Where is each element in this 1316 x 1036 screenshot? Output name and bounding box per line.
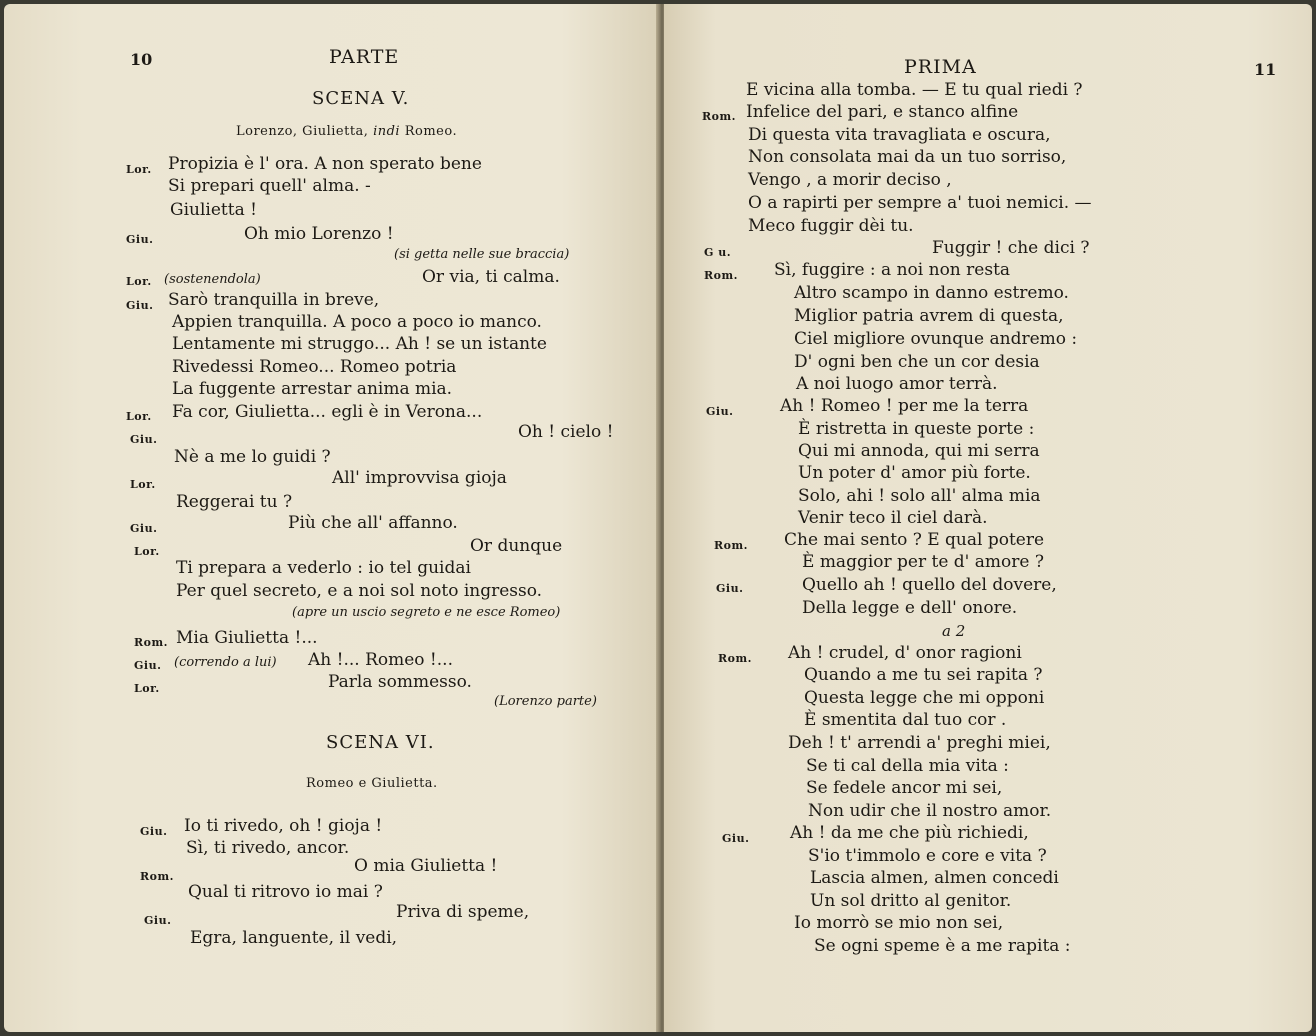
speaker-lorenzo: Lor. xyxy=(126,410,152,423)
verse-line: Or dunque xyxy=(470,536,563,556)
verse-line: Della legge e dell' onore. xyxy=(802,598,1018,618)
verse-line: Io ti rivedo, oh ! gioja ! xyxy=(184,816,383,836)
verse-line: Ah ! da me che più richiedi, xyxy=(790,823,1029,843)
verse-line: Nè a me lo guidi ? xyxy=(174,447,331,467)
verse-line: Fuggir ! che dici ? xyxy=(932,238,1090,258)
verse-line: E vicina alla tomba. — E tu qual riedi ? xyxy=(746,80,1083,100)
speaker-giulietta: Giu. xyxy=(134,659,162,672)
verse-line: Se fedele ancor mi sei, xyxy=(806,778,1003,798)
verse-line: Più che all' affanno. xyxy=(288,513,458,533)
verse-line: Deh ! t' arrendi a' preghi miei, xyxy=(788,733,1051,753)
speaker-giulietta: Giu. xyxy=(130,522,158,535)
running-head-right: PRIMA xyxy=(904,56,977,78)
verse-line: Reggerai tu ? xyxy=(176,492,293,512)
verse-line: Giulietta ! xyxy=(170,200,257,220)
verse-line: Lascia almen, almen concedi xyxy=(810,868,1059,888)
verse-line: Oh ! cielo ! xyxy=(518,422,614,442)
verse-line: All' improvvisa gioja xyxy=(332,468,507,488)
speaker-romeo: Rom. xyxy=(134,636,168,649)
a-due-marker: a 2 xyxy=(942,622,966,640)
verse-line: Priva di speme, xyxy=(396,902,530,922)
speaker-romeo: Rom. xyxy=(714,539,748,552)
stage-direction: (Lorenzo parte) xyxy=(494,694,597,709)
verse-line: Questa legge che mi opponi xyxy=(804,688,1045,708)
verse-line: Ti prepara a vederlo : io tel guidai xyxy=(176,558,471,578)
verse-line: Non consolata mai da un tuo sorriso, xyxy=(748,147,1067,167)
verse-line: O mia Giulietta ! xyxy=(354,856,498,876)
scene-6-cast: Romeo e Giulietta. xyxy=(306,776,438,791)
verse-line: Ah ! Romeo ! per me la terra xyxy=(780,396,1029,416)
verse-line: Mia Giulietta !... xyxy=(176,628,318,648)
verse-line: Di questa vita travagliata e oscura, xyxy=(748,125,1051,145)
speaker-giulietta: Giu. xyxy=(144,914,172,927)
speaker-romeo: Rom. xyxy=(704,269,738,282)
verse-line: Ciel migliore ovunque andremo : xyxy=(794,329,1078,349)
verse-line: Se ti cal della mia vita : xyxy=(806,756,1009,776)
verse-line: Ah !... Romeo !... xyxy=(308,650,453,670)
speaker-giulietta: Giu. xyxy=(126,233,154,246)
verse-line: O a rapirti per sempre a' tuoi nemici. — xyxy=(748,193,1092,213)
verse-line: Qui mi annoda, qui mi serra xyxy=(798,441,1040,461)
verse-line: Parla sommesso. xyxy=(328,672,472,692)
verse-line: Venir teco il ciel darà. xyxy=(798,508,988,528)
speaker-giulietta: Giu. xyxy=(706,405,734,418)
speaker-lorenzo: Lor. xyxy=(126,163,152,176)
verse-line: Sì, ti rivedo, ancor. xyxy=(186,838,350,858)
speaker-giulietta: Giu. xyxy=(140,825,168,838)
speaker-giulietta: G u. xyxy=(704,246,732,259)
verse-line: Se ogni speme è a me rapita : xyxy=(814,936,1071,956)
verse-line: È ristretta in queste porte : xyxy=(798,419,1035,439)
verse-line: Miglior patria avrem di questa, xyxy=(794,306,1064,326)
verse-line: Si prepari quell' alma. - xyxy=(168,176,371,196)
verse-line: La fuggente arrestar anima mia. xyxy=(172,379,453,399)
speaker-giulietta: Giu. xyxy=(130,433,158,446)
verse-line: Ah ! crudel, d' onor ragioni xyxy=(788,643,1022,663)
stage-direction: (apre un uscio segreto e ne esce Romeo) xyxy=(292,605,561,620)
running-head-left: PARTE xyxy=(329,46,400,68)
verse-line: D' ogni ben che un cor desia xyxy=(794,352,1040,372)
speaker-lorenzo: Lor. xyxy=(134,682,160,695)
speaker-lorenzo: Lor. xyxy=(130,478,156,491)
verse-line: Appien tranquilla. A poco a poco io manco. xyxy=(172,312,542,332)
verse-line: Oh mio Lorenzo ! xyxy=(244,224,394,244)
scene-5-title: SCENA V. xyxy=(312,88,410,109)
verse-line: Un poter d' amor più forte. xyxy=(798,463,1031,483)
verse-line: Solo, ahi ! solo all' alma mia xyxy=(798,486,1041,506)
verse-line: Non udir che il nostro amor. xyxy=(808,801,1052,821)
verse-line: Altro scampo in danno estremo. xyxy=(794,283,1069,303)
verse-line: Propizia è l' ora. A non sperato bene xyxy=(168,154,482,174)
page-number-right: 11 xyxy=(1254,60,1277,79)
speaker-giulietta: Giu. xyxy=(722,832,750,845)
verse-line: Or via, ti calma. xyxy=(422,267,560,287)
verse-line: Per quel secreto, e a noi sol noto ingresso. xyxy=(176,581,543,601)
stage-direction: (sostenendola) xyxy=(164,272,261,287)
verse-line: Vengo , a morir deciso , xyxy=(748,170,952,190)
right-page xyxy=(664,4,1312,1032)
verse-line: Che mai sento ? E qual potere xyxy=(784,530,1045,550)
verse-line: È smentita dal tuo cor . xyxy=(804,710,1007,730)
verse-line: Lentamente mi struggo... Ah ! se un istante xyxy=(172,334,547,354)
verse-line: Un sol dritto al genitor. xyxy=(810,891,1012,911)
speaker-lorenzo: Lor. xyxy=(134,545,160,558)
speaker-romeo: Rom. xyxy=(702,110,736,123)
verse-line: A noi luogo amor terrà. xyxy=(796,374,998,394)
verse-line: Quello ah ! quello del dovere, xyxy=(802,575,1057,595)
speaker-giulietta: Giu. xyxy=(716,582,744,595)
verse-line: Meco fuggir dèi tu. xyxy=(748,216,914,236)
verse-line: Quando a me tu sei rapita ? xyxy=(804,665,1043,685)
speaker-giulietta: Giu. xyxy=(126,299,154,312)
stage-direction: (si getta nelle sue braccia) xyxy=(394,247,570,262)
scene-5-cast: Lorenzo, Giulietta, indi Romeo. xyxy=(236,124,458,139)
speaker-romeo: Rom. xyxy=(140,870,174,883)
scene-6-title: SCENA VI. xyxy=(326,732,435,753)
left-page xyxy=(4,4,660,1032)
verse-line: S'io t'immolo e core e vita ? xyxy=(808,846,1047,866)
verse-line: Sarò tranquilla in breve, xyxy=(168,290,380,310)
speaker-romeo: Rom. xyxy=(718,652,752,665)
verse-line: Qual ti ritrovo io mai ? xyxy=(188,882,383,902)
verse-line: Sì, fuggire : a noi non resta xyxy=(774,260,1011,280)
stage-direction: (correndo a lui) xyxy=(174,655,277,670)
verse-line: Rivedessi Romeo... Romeo potria xyxy=(172,357,457,377)
verse-line: Egra, languente, il vedi, xyxy=(190,928,398,948)
verse-line: Io morrò se mio non sei, xyxy=(794,913,1004,933)
page-number-left: 10 xyxy=(130,50,153,69)
verse-line: Infelice del pari, e stanco alfine xyxy=(746,102,1019,122)
speaker-lorenzo: Lor. xyxy=(126,275,152,288)
verse-line: Fa cor, Giulietta... egli è in Verona... xyxy=(172,402,483,422)
verse-line: È maggior per te d' amore ? xyxy=(802,552,1044,572)
